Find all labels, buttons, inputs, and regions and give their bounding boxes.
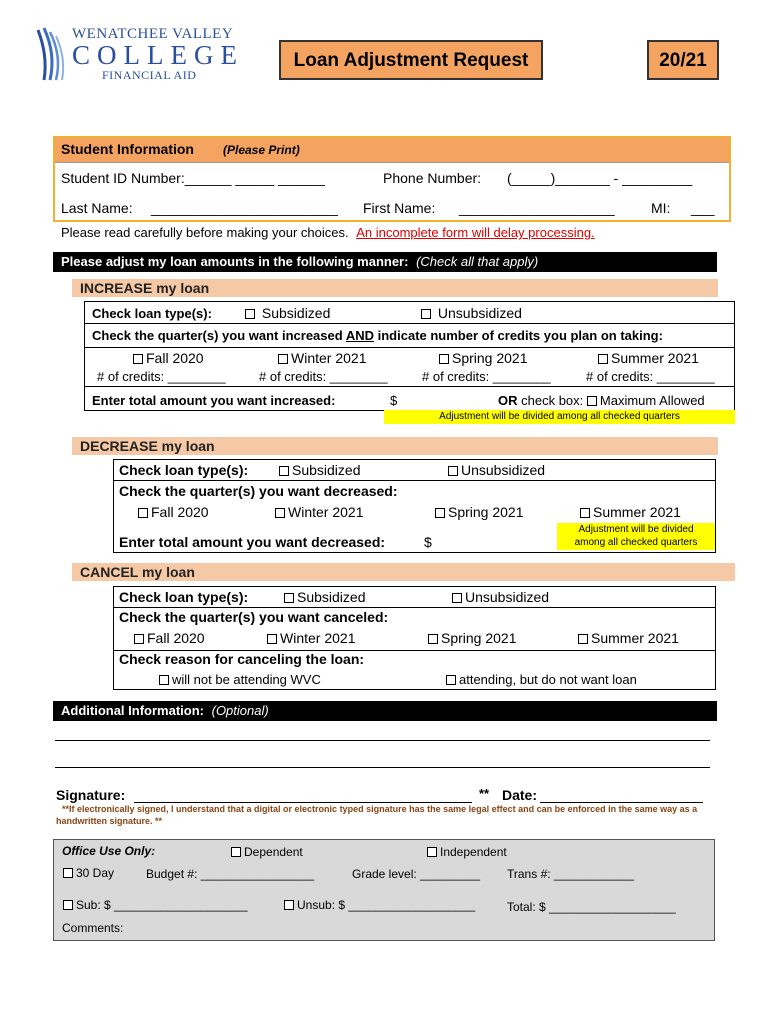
increase-winter-label: Winter 2021 <box>291 350 367 366</box>
checkbox-icon[interactable] <box>446 675 456 685</box>
cancel-unsubsidized-label: Unsubsidized <box>465 589 550 605</box>
increase-divider <box>84 323 735 324</box>
decrease-subsidized-label: Subsidized <box>292 462 361 478</box>
cancel-winter-label: Winter 2021 <box>280 630 356 646</box>
cancel-divider <box>113 607 716 608</box>
office-box <box>53 839 715 941</box>
adjust-bar-text: Please adjust my loan amounts in the following manner: <box>61 254 409 269</box>
cancel-summer-option[interactable] <box>578 630 679 646</box>
increase-quarters-and: AND <box>345 328 374 343</box>
cancel-fall-option[interactable] <box>134 630 205 646</box>
checkbox-icon[interactable] <box>580 508 590 518</box>
cancel-reason-1-label: will not be attending WVC <box>172 672 321 687</box>
increase-summer-label: Summer 2021 <box>611 350 699 366</box>
increase-divider-3 <box>84 386 735 387</box>
signature-stars: ** <box>479 786 490 801</box>
checkbox-icon[interactable] <box>245 309 255 319</box>
cancel-summer-label: Summer 2021 <box>591 630 679 646</box>
office-trans-field[interactable]: Trans #: ____________ <box>507 867 634 881</box>
mi-field[interactable]: ___ <box>691 200 715 216</box>
mi-label: MI: <box>651 200 671 216</box>
additional-note: (Optional) <box>211 703 269 718</box>
decrease-total-label: Enter total amount you want decreased: <box>119 534 386 550</box>
increase-credits-fall[interactable]: # of credits: ________ <box>97 369 226 384</box>
office-dependent-option[interactable] <box>231 845 303 859</box>
office-independent-option[interactable] <box>427 845 507 859</box>
cancel-quarters-label: Check the quarter(s) you want canceled: <box>119 609 389 625</box>
increase-unsubsidized-label: Unsubsidized <box>437 305 522 321</box>
increase-summer-option[interactable] <box>598 350 699 366</box>
checkbox-icon[interactable] <box>421 309 431 319</box>
office-budget-field[interactable]: Budget #: _________________ <box>146 867 315 881</box>
additional-bar <box>53 701 717 721</box>
increase-credits-spring[interactable]: # of credits: ________ <box>422 369 551 384</box>
last-name-label: Last Name: <box>61 200 133 216</box>
decrease-spring-option[interactable] <box>435 504 524 520</box>
signature-disclaimer: **If electronically signed, I understand that a digital or electronic typed signature has the same legal effect and can be enforced in the same way as a handwritten signature. ** <box>56 804 698 826</box>
decrease-quarters-label: Check the quarter(s) you want decreased: <box>119 483 398 499</box>
phone-field[interactable]: (_____)_______ - _________ <box>507 170 693 186</box>
checkbox-icon[interactable] <box>448 466 458 476</box>
decrease-winter-label: Winter 2021 <box>288 504 364 520</box>
decrease-winter-option[interactable] <box>275 504 363 520</box>
checkbox-icon[interactable] <box>278 354 288 364</box>
last-name-field[interactable]: ________________________ <box>151 200 338 216</box>
decrease-summer-option[interactable] <box>580 504 681 520</box>
checkbox-icon[interactable] <box>279 466 289 476</box>
cancel-unsubsidized-option[interactable] <box>452 589 549 605</box>
cancel-reason-2-label: attending, but do not want loan <box>459 672 637 687</box>
date-label: Date: <box>502 787 538 803</box>
checkbox-icon[interactable] <box>439 354 449 364</box>
checkbox-icon[interactable] <box>138 508 148 518</box>
cancel-reason-label: Check reason for canceling the loan: <box>119 651 365 667</box>
decrease-adjust-note <box>557 523 715 550</box>
notice-text: Please read carefully before making your choices. <box>61 225 349 240</box>
increase-spring-label: Spring 2021 <box>452 350 528 366</box>
increase-or-line <box>498 393 705 408</box>
decrease-fall-label: Fall 2020 <box>151 504 209 520</box>
increase-divider-2 <box>84 347 735 348</box>
checkbox-icon[interactable] <box>587 396 597 406</box>
student-info-header <box>55 138 729 163</box>
increase-quarters-label <box>92 328 663 343</box>
student-id-field[interactable]: Student ID Number:______ _____ ______ <box>61 170 325 186</box>
increase-or-label: OR <box>498 393 518 408</box>
decrease-header <box>72 437 718 455</box>
increase-unsubsidized-option[interactable] <box>421 305 522 321</box>
office-independent-label: Independent <box>440 845 507 859</box>
notice-line <box>61 225 595 240</box>
office-unsub-field[interactable]: Unsub: $ ___________________ <box>297 898 476 912</box>
increase-spring-option[interactable] <box>439 350 528 366</box>
cancel-loan-type-label: Check loan type(s): <box>119 589 249 605</box>
logo-sub: FINANCIAL AID <box>102 68 197 82</box>
checkbox-icon[interactable] <box>428 634 438 644</box>
student-info-note: (Please Print) <box>223 143 300 157</box>
office-sub-field[interactable]: Sub: $ ____________________ <box>76 898 248 912</box>
logo-college: COLLEGE <box>72 40 244 70</box>
decrease-adjust-note-1: Adjustment will be divided <box>578 524 694 535</box>
increase-quarters-pre: Check the quarter(s) you want increased <box>92 328 343 343</box>
additional-line-1[interactable] <box>55 740 710 741</box>
checkbox-icon[interactable] <box>63 868 73 878</box>
checkbox-icon[interactable] <box>159 675 169 685</box>
checkbox-icon[interactable] <box>435 508 445 518</box>
checkbox-icon[interactable] <box>275 508 285 518</box>
decrease-fall-option[interactable] <box>138 504 209 520</box>
increase-fall-label: Fall 2020 <box>146 350 204 366</box>
notice-warning: An incomplete form will delay processing. <box>356 225 595 240</box>
office-sub-option[interactable] <box>63 898 248 912</box>
checkbox-icon[interactable] <box>284 593 294 603</box>
adjust-bar-note: (Check all that apply) <box>416 254 539 269</box>
additional-heading: Additional Information: <box>61 703 204 718</box>
decrease-spring-label: Spring 2021 <box>448 504 524 520</box>
increase-total-label: Enter total amount you want increased: <box>92 393 336 408</box>
checkbox-icon[interactable] <box>63 900 73 910</box>
increase-heading: INCREASE my loan <box>80 280 210 296</box>
office-30day-option[interactable] <box>63 866 114 880</box>
cancel-spring-label: Spring 2021 <box>441 630 517 646</box>
increase-check-box-text: check box: <box>521 393 584 408</box>
first-name-field[interactable]: ____________________ <box>459 200 615 216</box>
decrease-divider <box>113 480 716 481</box>
cancel-reason-2-option[interactable] <box>446 672 637 687</box>
increase-winter-option[interactable] <box>278 350 366 366</box>
signature-label: Signature: <box>56 787 126 803</box>
phone-label: Phone Number: <box>383 170 482 186</box>
decrease-unsubsidized-label: Unsubsidized <box>461 462 546 478</box>
checkbox-icon[interactable] <box>284 900 294 910</box>
decrease-dollar[interactable]: $ <box>424 534 432 550</box>
office-total-field[interactable]: Total: $ ___________________ <box>507 900 676 914</box>
cancel-reason-1-option[interactable] <box>159 672 321 687</box>
logo-name: WENATCHEE VALLEY <box>72 26 234 42</box>
increase-credits-summer[interactable]: # of credits: ________ <box>586 369 715 384</box>
increase-adjust-note: Adjustment will be divided among all checked quarters <box>384 410 735 424</box>
increase-fall-option[interactable] <box>133 350 204 366</box>
office-dependent-label: Dependent <box>244 845 303 859</box>
decrease-summer-label: Summer 2021 <box>593 504 681 520</box>
cancel-subsidized-option[interactable] <box>284 589 366 605</box>
increase-max-allowed[interactable]: Maximum Allowed <box>599 393 705 408</box>
cancel-subsidized-label: Subsidized <box>297 589 366 605</box>
first-name-label: First Name: <box>363 200 436 216</box>
cancel-winter-option[interactable] <box>267 630 355 646</box>
checkbox-icon[interactable] <box>598 354 608 364</box>
cancel-fall-label: Fall 2020 <box>147 630 205 646</box>
adjust-bar <box>53 252 717 272</box>
decrease-loan-type-label: Check loan type(s): <box>119 462 249 478</box>
increase-credits-winter[interactable]: # of credits: ________ <box>259 369 388 384</box>
wvc-logo-icon <box>34 26 70 82</box>
checkbox-icon[interactable] <box>231 847 241 857</box>
checkbox-icon[interactable] <box>267 634 277 644</box>
decrease-adjust-note-2: among all checked quarters <box>574 537 698 548</box>
logo <box>34 26 244 86</box>
form-title: Loan Adjustment Request <box>279 40 543 80</box>
checkbox-icon[interactable] <box>578 634 588 644</box>
student-info-box <box>53 136 731 222</box>
checkbox-icon[interactable] <box>427 847 437 857</box>
checkbox-icon[interactable] <box>133 354 143 364</box>
decrease-unsubsidized-option[interactable] <box>448 462 545 478</box>
increase-subsidized-option[interactable] <box>245 305 330 321</box>
student-info-heading: Student Information <box>61 141 194 157</box>
office-comments-label: Comments: <box>62 921 124 935</box>
increase-quarters-post: indicate number of credits you plan on taking: <box>377 328 663 343</box>
increase-dollar[interactable]: $ <box>390 393 398 408</box>
cancel-header <box>72 563 735 581</box>
additional-line-2[interactable] <box>55 767 710 768</box>
office-grade-field[interactable]: Grade level: _________ <box>352 867 481 881</box>
form-year: 20/21 <box>647 40 719 80</box>
office-30day-label: 30 Day <box>76 866 115 880</box>
office-heading: Office Use Only: <box>62 844 156 858</box>
increase-loan-type-label: Check loan type(s): <box>92 306 212 321</box>
checkbox-icon[interactable] <box>134 634 144 644</box>
increase-header <box>72 279 718 297</box>
increase-subsidized-label: Subsidized <box>261 305 331 321</box>
cancel-spring-option[interactable] <box>428 630 517 646</box>
checkbox-icon[interactable] <box>452 593 462 603</box>
decrease-heading: DECREASE my loan <box>80 438 215 454</box>
cancel-heading: CANCEL my loan <box>80 564 195 580</box>
office-unsub-option[interactable] <box>284 898 475 912</box>
decrease-subsidized-option[interactable] <box>279 462 361 478</box>
